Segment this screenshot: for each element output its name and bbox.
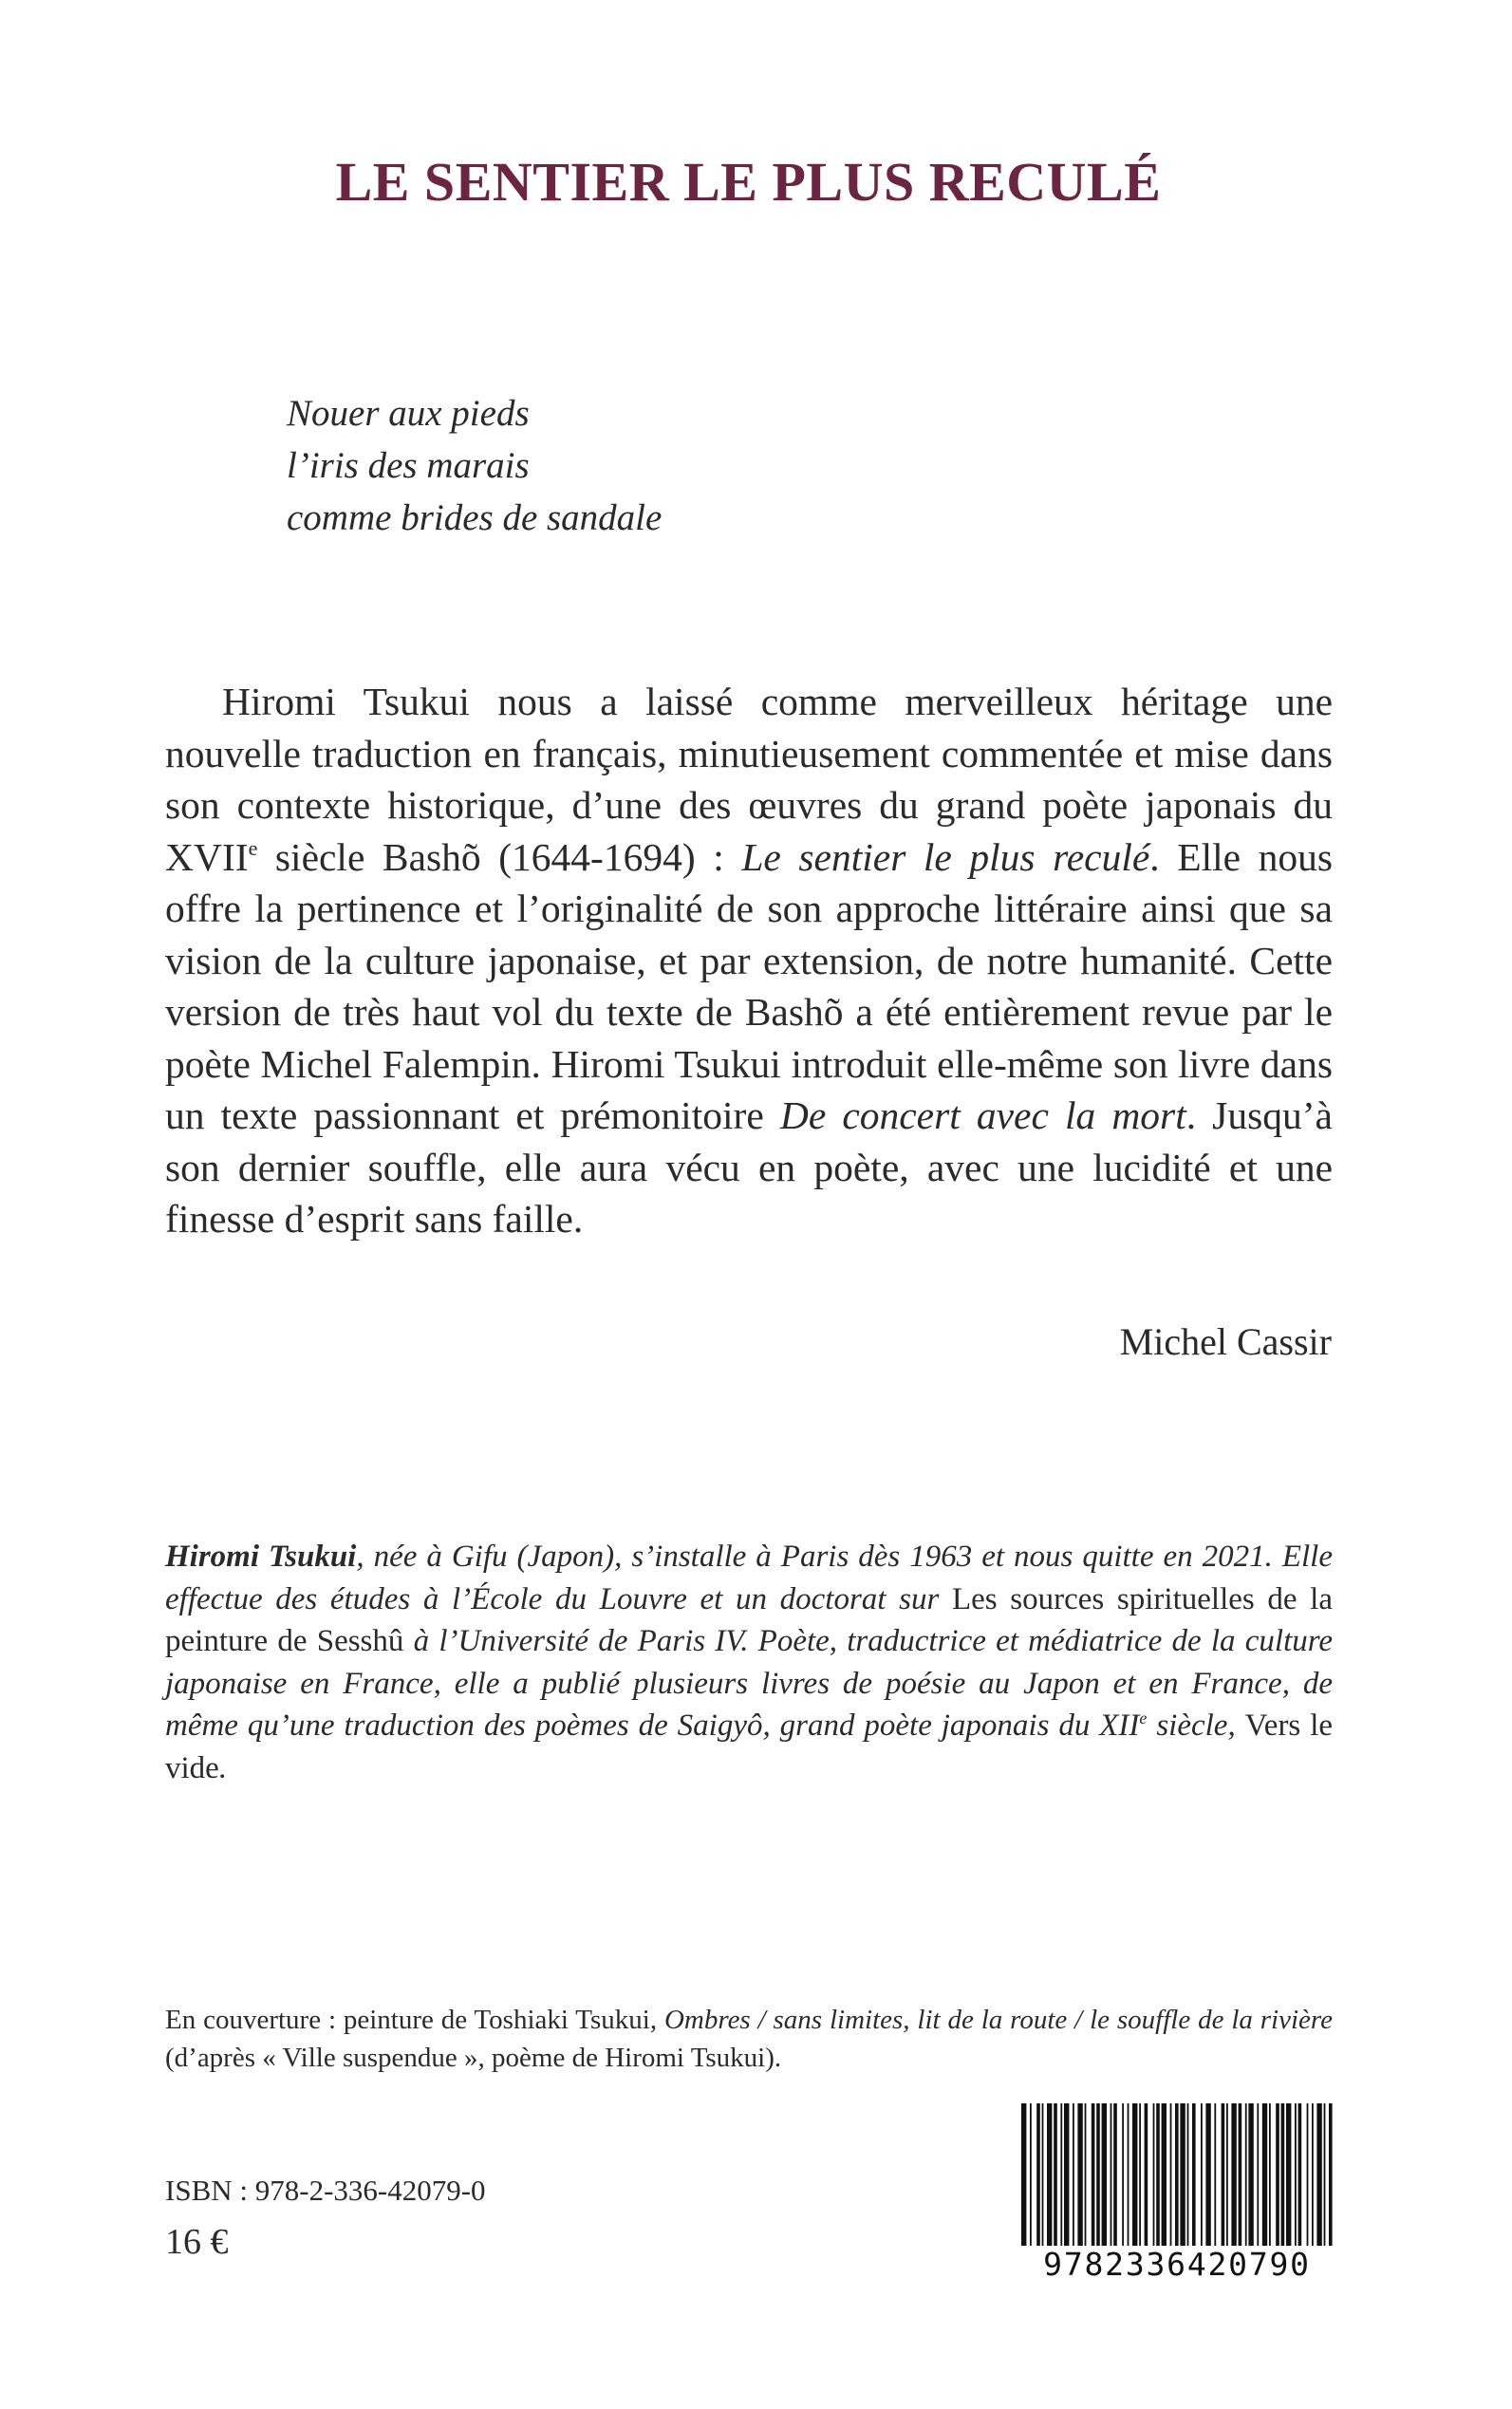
barcode-bar <box>1239 2103 1242 2251</box>
barcode-bar <box>1102 2103 1107 2251</box>
barcode-bar <box>1170 2103 1172 2251</box>
book-title: LE SENTIER LE PLUS RECULÉ <box>335 151 1162 213</box>
author-name: Hiromi Tsukui <box>165 1540 357 1574</box>
barcode-bar <box>1085 2103 1087 2251</box>
barcode-bar <box>1307 2103 1309 2251</box>
barcode-bar <box>1298 2103 1302 2251</box>
barcode-bar <box>1162 2103 1167 2251</box>
barcode-bar <box>1021 2103 1026 2251</box>
barcode-bar <box>1064 2103 1069 2251</box>
barcode-bar <box>1180 2103 1185 2251</box>
price: 16 € <box>165 2222 229 2262</box>
barcode-bars <box>1017 2101 1336 2253</box>
barcode-bar <box>1187 2103 1189 2251</box>
barcode-bar <box>1156 2103 1160 2251</box>
barcode-bar <box>1077 2103 1082 2251</box>
barcode-bar <box>1030 2103 1032 2251</box>
barcode-bar <box>1269 2103 1271 2251</box>
barcode-bar <box>1205 2103 1210 2251</box>
barcode-bar <box>1139 2103 1141 2251</box>
barcode-bar <box>1132 2103 1137 2251</box>
barcode-bar <box>1201 2103 1203 2251</box>
barcode-bar <box>1329 2103 1333 2251</box>
barcode-bar <box>1145 2103 1148 2251</box>
barcode-bar <box>1281 2103 1285 2251</box>
cover-credit: En couverture : peinture de Toshiaki Tsukui, Ombres / sans limites, lit de la route / le souffle de la rivière (d’après « Ville suspendue », poème de Hiromi Tsukui). <box>165 2005 1333 2073</box>
barcode <box>1017 2101 1336 2282</box>
barcode-bar <box>1276 2103 1279 2251</box>
haiku <box>287 387 662 544</box>
isbn: ISBN : 978-2-336-42079-0 <box>165 2174 486 2207</box>
barcode-bar <box>1257 2103 1259 2251</box>
blurb-paragraph: Hiromi Tsukui nous a laissé comme merveilleux héritage une nouvelle traduction en français, minutieusement commentée et mise dans son contexte historique, d’une des œuvres du grand poète japonais du XVIIe siècle Bashõ (1644-1694) : Le sentier le plus reculé. Elle nous offre la pertinence et l’originalité de son approche littéraire ainsi que sa vision de la culture japonaise, et par extension, de notre humanité. Cette version de très haut vol du texte de Bashõ a été entièrement revue par le poète Michel Falempin. Hiromi Tsukui introduit elle-même son livre dans un texte passionnant et prémonitoire De concert avec la mort. Jusqu’à son dernier souffle, elle aura vécu en poète, avec une lucidité et une finesse d’esprit sans faille. <box>165 680 1334 1241</box>
barcode-bar <box>1036 2103 1040 2251</box>
barcode-bar <box>1113 2103 1117 2251</box>
barcode-bar <box>1153 2103 1155 2251</box>
barcode-bar <box>1295 2103 1297 2251</box>
barcode-bar <box>1214 2103 1216 2251</box>
barcode-bar <box>1312 2103 1314 2251</box>
haiku-line: l’iris des marais <box>287 445 530 486</box>
barcode-bar <box>1262 2103 1267 2251</box>
barcode-bar <box>1231 2103 1236 2251</box>
barcode-bar <box>1222 2103 1225 2251</box>
barcode-bar <box>1122 2103 1124 2251</box>
barcode-bar <box>1316 2103 1321 2251</box>
barcode-digits: 9782336420790 <box>1017 2246 1336 2283</box>
blurb-signature: Michel Cassir <box>1119 1320 1332 1363</box>
barcode-bar <box>1047 2103 1052 2251</box>
author-bio: Hiromi Tsukui, née à Gifu (Japon), s’installe à Paris dès 1963 et nous quitte en 2021. Elle effectue des études à l’École du Louvre et un doctorat sur Les sources spirituelles de la peinture de Sesshû à l’Université de Paris IV. Poète, traductrice et médiatrice de la culture japonaise en France, elle a publié plusieurs livres de poésie au Japon et en France, de même qu’une traduction des poèmes de Saigyô, grand poète japonais du XIIe siècle, Vers le vide. <box>165 1540 1334 1785</box>
barcode-bar <box>1054 2103 1057 2251</box>
barcode-bar <box>1248 2103 1253 2251</box>
barcode-bar <box>1092 2103 1095 2251</box>
barcode-bar <box>1175 2103 1179 2251</box>
barcode-bar <box>1245 2103 1247 2251</box>
barcode-bar <box>1226 2103 1228 2251</box>
barcode-bar <box>1286 2103 1291 2251</box>
barcode-bar <box>1128 2103 1129 2251</box>
barcode-bar <box>1111 2103 1112 2251</box>
barcode-bar <box>1042 2103 1044 2251</box>
haiku-line: Nouer aux pieds <box>287 393 530 434</box>
barcode-bar <box>1073 2103 1074 2251</box>
barcode-bar <box>1060 2103 1062 2251</box>
barcode-bar <box>1324 2103 1326 2251</box>
haiku-line: comme brides de sandale <box>287 497 663 538</box>
barcode-bar <box>1096 2103 1100 2251</box>
barcode-bar <box>1192 2103 1196 2251</box>
